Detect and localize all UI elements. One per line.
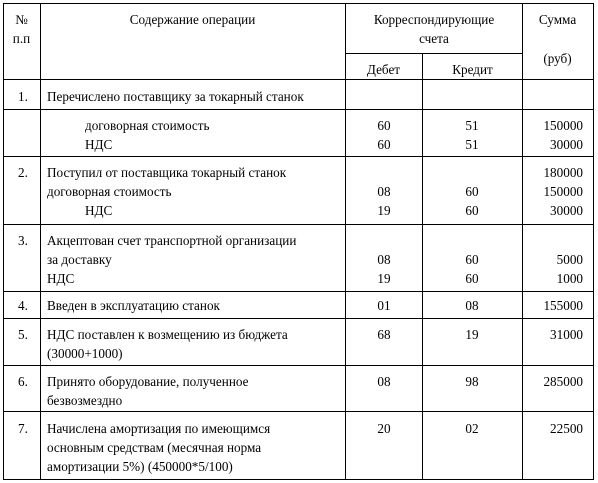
row-number: 2. xyxy=(18,165,28,180)
operation-text: НДС xyxy=(85,137,113,152)
header-corr-line2: счета xyxy=(419,31,449,46)
operation-text: за доставку xyxy=(47,252,112,267)
operation-text: Введен в эксплуатацию станок xyxy=(47,298,220,313)
operation-text: договорная стоимость xyxy=(85,118,210,133)
operation-text: Поступил от поставщика токарный станок xyxy=(47,165,287,180)
operation-text: Акцептован счет транспортной организации xyxy=(47,233,297,248)
table-border xyxy=(3,291,594,292)
row-number: 1. xyxy=(18,89,28,104)
amount: 1000 xyxy=(556,271,583,286)
table-border xyxy=(593,3,594,480)
header-credit: Кредит xyxy=(452,62,493,77)
debit-account: 01 xyxy=(377,298,391,313)
amount: 31000 xyxy=(550,327,583,342)
row-number: 5. xyxy=(18,327,28,342)
debit-account: 60 xyxy=(377,137,391,152)
table-border xyxy=(522,3,523,480)
table-border xyxy=(345,53,523,54)
operation-text: (30000+1000) xyxy=(47,346,123,361)
credit-account: 98 xyxy=(465,374,479,389)
operation-text: НДС xyxy=(85,203,113,218)
credit-account: 51 xyxy=(465,137,479,152)
table-border xyxy=(3,224,594,225)
amount: 30000 xyxy=(550,137,583,152)
row-number: 6. xyxy=(18,374,28,389)
operation-text: НДС поставлен к возмещению из бюджета xyxy=(47,327,288,342)
header-num-line2: п.п xyxy=(12,31,31,46)
table-border xyxy=(3,318,594,319)
debit-account: 20 xyxy=(377,421,391,436)
amount: 155000 xyxy=(543,298,583,313)
debit-account: 08 xyxy=(377,184,391,199)
debit-account: 08 xyxy=(377,374,391,389)
amount: 150000 xyxy=(543,118,583,133)
header-sum-line1: Сумма xyxy=(538,12,577,27)
amount: 180000 xyxy=(543,165,583,180)
credit-account: 60 xyxy=(465,203,479,218)
debit-account: 60 xyxy=(377,118,391,133)
operation-text: безвозмездно xyxy=(47,393,123,408)
table-border xyxy=(3,79,594,80)
operation-text: Начислена амортизация по имеющимся xyxy=(47,421,271,436)
header-sum-line2: (руб) xyxy=(543,51,572,66)
credit-account: 60 xyxy=(465,271,479,286)
debit-account: 68 xyxy=(377,327,391,342)
debit-account: 08 xyxy=(377,252,391,267)
table-border xyxy=(3,365,594,366)
table-border xyxy=(3,3,594,4)
operation-text: основным средствам (месячная норма xyxy=(47,440,262,455)
table-border xyxy=(3,156,594,157)
header-content: Содержание операции xyxy=(129,12,256,27)
table-border xyxy=(3,411,594,412)
debit-account: 19 xyxy=(377,203,391,218)
credit-account: 60 xyxy=(465,252,479,267)
row-number: 7. xyxy=(18,421,28,436)
credit-account: 19 xyxy=(465,327,479,342)
amount: 150000 xyxy=(543,184,583,199)
header-num-line1: № xyxy=(15,12,28,27)
credit-account: 60 xyxy=(465,184,479,199)
credit-account: 08 xyxy=(465,298,479,313)
header-corr-line1: Корреспондирующие xyxy=(373,12,495,27)
header-debit: Дебет xyxy=(366,62,401,77)
credit-account: 51 xyxy=(465,118,479,133)
credit-account: 02 xyxy=(465,421,479,436)
amount: 22500 xyxy=(550,421,583,436)
operation-text: НДС xyxy=(47,271,75,286)
row-number: 4. xyxy=(18,298,28,313)
operation-text: Перечислено поставщику за токарный станок xyxy=(47,89,304,104)
operation-text: договорная стоимость xyxy=(47,184,172,199)
amount: 30000 xyxy=(550,203,583,218)
operation-text: амортизации 5%) (450000*5/100) xyxy=(47,459,233,474)
table-border xyxy=(3,109,594,110)
amount: 285000 xyxy=(543,374,583,389)
row-number: 3. xyxy=(18,233,28,248)
table-border xyxy=(3,479,594,480)
amount: 5000 xyxy=(556,252,583,267)
operation-text: Принято оборудование, полученное xyxy=(47,374,249,389)
debit-account: 19 xyxy=(377,271,391,286)
